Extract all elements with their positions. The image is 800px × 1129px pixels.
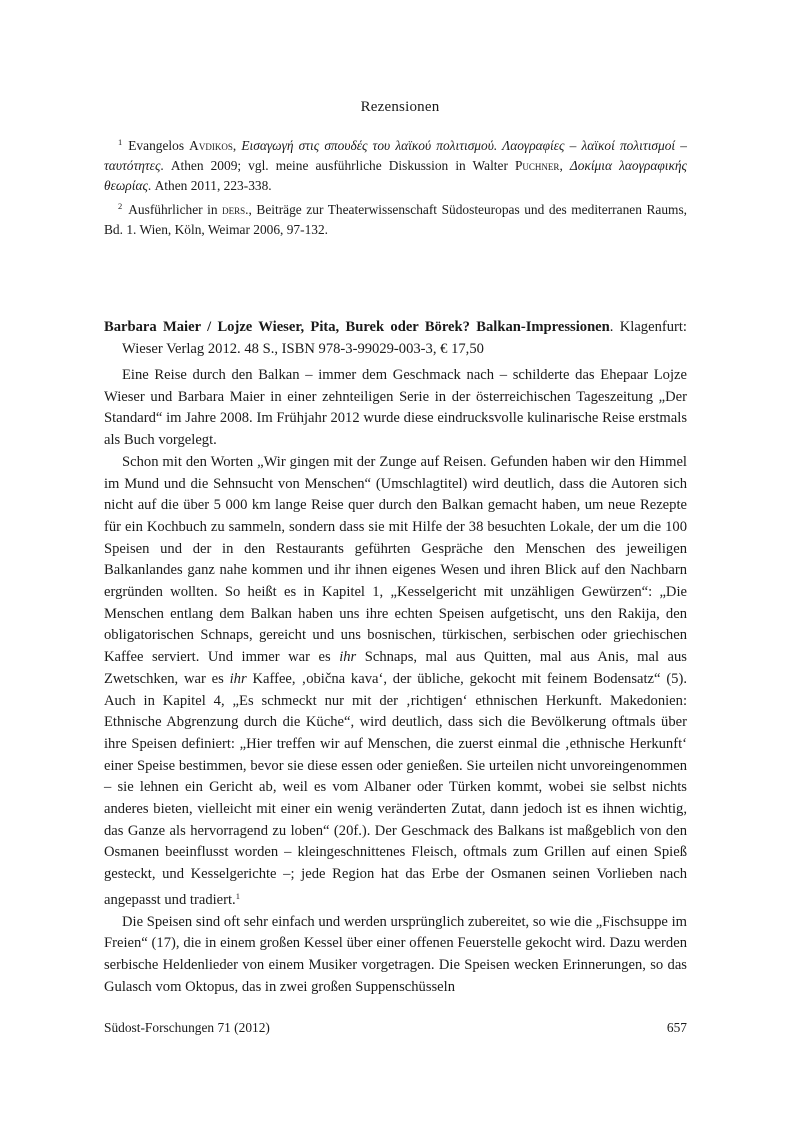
footnote-mark: 1 (118, 137, 123, 147)
text-run: . Athen 2009; vgl. meine ausführliche Diskussion in Walter (160, 158, 515, 173)
review-body (104, 365, 687, 998)
text-run: Δοκίμια λαογραφικής θεωρίας (104, 158, 687, 193)
text-run: . Athen 2011, 223-338. (147, 178, 272, 193)
running-head: Rezensionen (360, 99, 440, 115)
review-heading (104, 316, 687, 360)
footnote-text (104, 202, 687, 237)
text-run: . Klagenfurt: Wieser Verlag 2012. 48 S., ISBN 978-3-99029-003-3, € 17,50 (122, 319, 687, 357)
text-run: , (559, 158, 570, 173)
footnote-2 (104, 196, 687, 240)
text-run: Evangelos (128, 138, 190, 153)
text-run: Schon mit den Worten „Wir gingen mit der Zunge auf Reisen. Gefunden haben wir den Himmel im Mund und die Sehnsucht von Menschen“ (Umschlagtitel) wird deutlich, dass die Autoren sich nicht auf die über 5 000 km lange Reise quer durch den Balkan gemacht haben, um neue Rezepte für ein Kochbuch zu sammeln, sondern dass sie mit Hilfe der 38 besuchten Lokale, der um die 100 Speisen und der in den Restaurants geführten Gespräche den Menschen des jeweiligen Balkanlandes ganz nahe kommen und ihr ihnen eigenes Wesen und ihren Blick auf den Nachbarn ergründen wollten. So heißt es in Kapitel 1, „Kesselgericht mit unzähligen Gewürzen“: „Die Menschen entlang dem Balkan haben uns ihre echten Speisen aufgetischt, uns den Rakija, den obligatorischen Schnaps, gereicht und uns bosnischen, türkischen, serbischen oder griechischen Kaffee serviert. Und immer war es (104, 453, 687, 666)
text-run: Die Speisen sind oft sehr einfach und werden ursprünglich zubereitet, so wie die „Fischsuppe im Freien“ (17), die in einem großen Kessel über einer offenen Feuerstelle gekocht wird. Dazu werden serbische Heldenlieder von einem Musiker vorgetragen. Die Speisen wecken Erinnerungen, so das Gulasch vom Oktopus, das in zwei großen Suppenschüsseln (104, 913, 687, 995)
paragraph-1 (104, 365, 687, 452)
text-run: Εισαγωγή στις σπουδές του λαϊκού πολιτισμού. Λαογραφίες – λαϊκοί πολιτισμοί – ταυτότητες (104, 138, 687, 173)
footnote-text (104, 138, 687, 193)
footnote-1 (104, 132, 687, 196)
text-run: , Beiträge zur Theaterwissenschaft Südosteuropas und des mediterranen Raums, Bd. 1. Wien, Köln, Weimar 2006, 97-132. (104, 202, 687, 237)
text-run: Ausführlicher in (128, 202, 223, 217)
journal-footer: Südost-Forschungen 71 (2012) (104, 1020, 270, 1035)
text-run: , (232, 138, 242, 153)
page-number: 657 (666, 1020, 687, 1035)
footnote-mark: 2 (118, 201, 123, 211)
text-run: ihr (339, 649, 357, 666)
footnote-ref: 1 (235, 890, 240, 901)
text-run: Puchner (514, 158, 560, 173)
text-run: Barbara Maier / Lojze Wieser, Pita, Burek oder Börek? Balkan-Impressionen (104, 319, 610, 335)
footnotes (104, 132, 687, 240)
paragraph-3 (104, 912, 687, 999)
text-run: Kaffee, ‚obična kava‘, der übliche, gekocht mit feinem Bodensatz“ (5). Auch in Kapitel 4, „Es schmeckt nur mit der ‚richtigen‘ ethnischen Herkunft. Makedonien: Ethnische Abgrenzung durch die Küche“, wird deutlich, dass sich die Bevölkerung oftmals über ihre Speisen definiert: „Hier treffen wir auf Menschen, die zuerst einmal die ‚ethnische Herkunft‘ einer Speise bestimmen, bevor sie diese essen oder genießen. Sie urteilen nicht unvoreingenommen – sie lehnen ein Gericht ab, weil es vom Albaner oder Türken kommt, wobei sie selbst nichts anderes bieten, vielleicht mit einer ein wenig veränderten Zutat, dann jedoch ist es ihnen wichtig, das Ganze als hervorragend zu loben“ (20f.). Der Geschmack des Balkans ist maßgeblich von den Osmanen beeinflusst worden – kleingeschnittenes Fleisch, oftmals zum Grillen auf einen Spieß gesteckt, und Kesselgerichte –; jede Region hat das Erbe der Osmanen seinen Vorlieben nach angepasst und tradiert. (104, 670, 687, 908)
paragraph-2 (104, 452, 687, 912)
text-run: ders. (222, 202, 249, 217)
review-citation (104, 316, 687, 360)
text-run: Schnaps, mal aus Quitten, mal aus Anis, mal aus Zwetschken, war es (104, 649, 687, 687)
text-run: ihr (229, 670, 247, 687)
text-run: Eine Reise durch den Balkan – immer dem Geschmack nach – schilderte das Ehepaar Lojze Wieser und Barbara Maier in einer zehnteiligen Serie in der österreichischen Tageszeitung „Der Standard“ im Jahre 2008. Im Frühjahr 2012 wurde diese eindrucksvolle kulinarische Reise erstmals als Buch vorgelegt. (104, 367, 687, 449)
text-run: Avdikos (189, 138, 233, 153)
